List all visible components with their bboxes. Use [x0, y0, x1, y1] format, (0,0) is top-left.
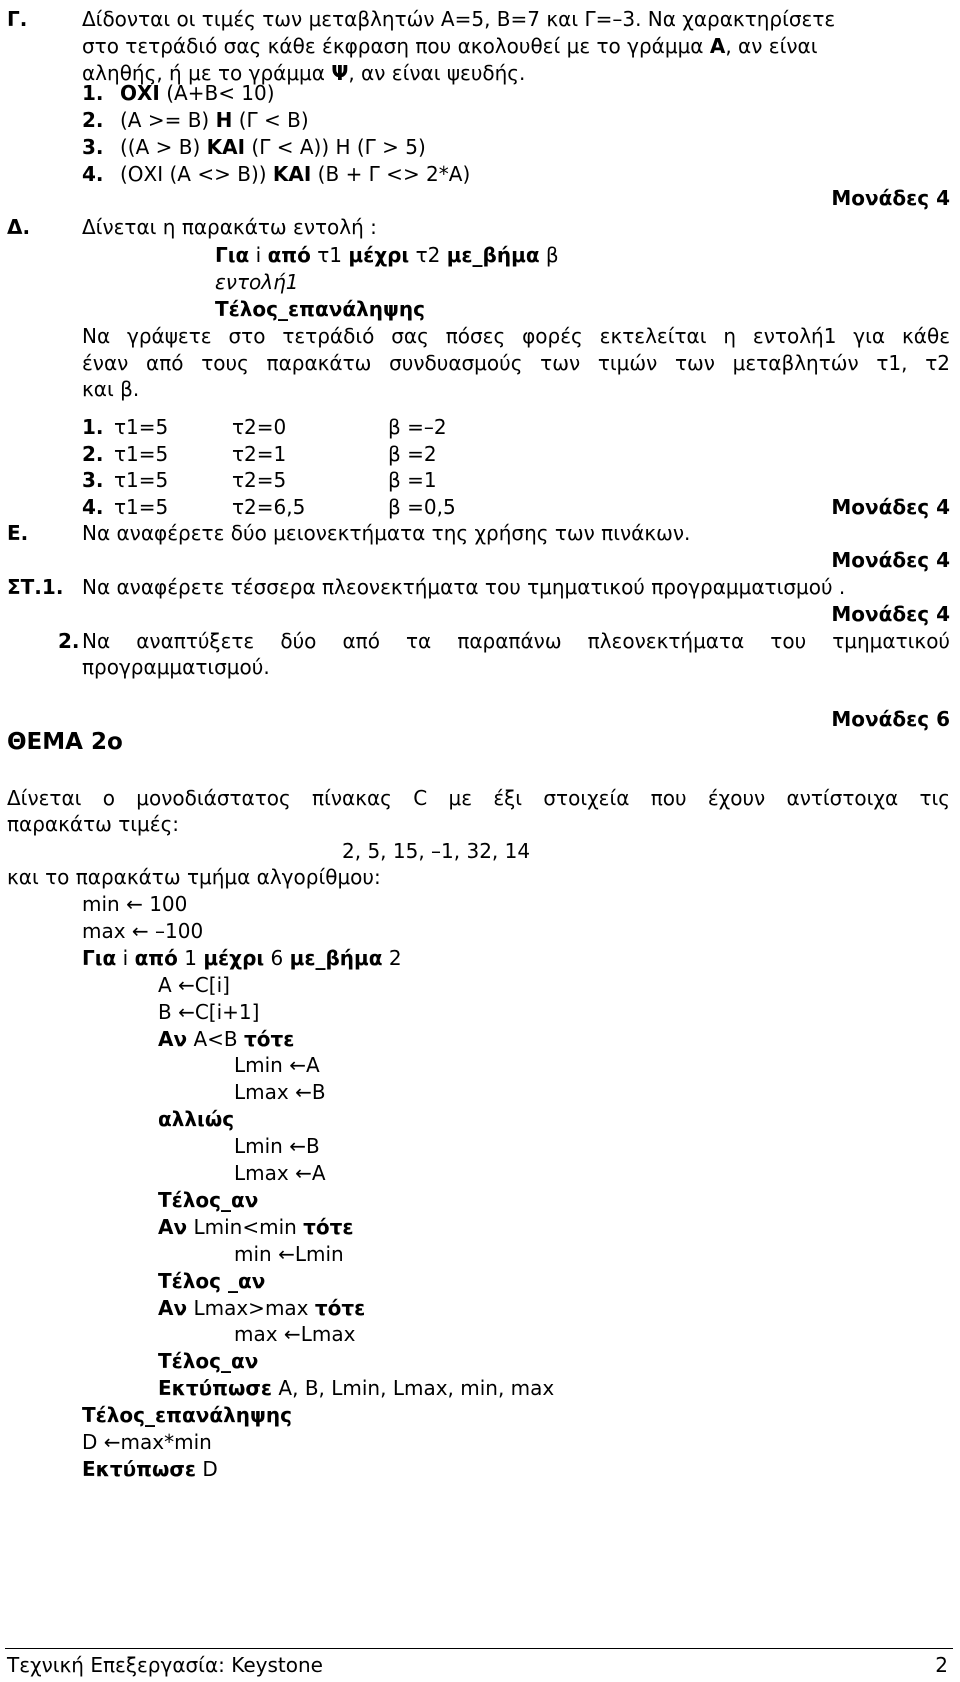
code-line [82, 1402, 292, 1428]
code-line [234, 1160, 326, 1186]
code-line [158, 1214, 354, 1240]
row-number: 4. [82, 494, 104, 519]
keyword: Εκτύπωσε [158, 1376, 273, 1401]
section-d-question-line1 [82, 323, 950, 349]
keyword: Τέλος_επανάληψης [82, 1403, 292, 1428]
row-t2: τ2=0 [232, 415, 287, 439]
row-step: β =2 [388, 441, 437, 466]
text-run: min ← 100 [82, 892, 188, 916]
text-run: max ← –100 [82, 918, 204, 943]
row-step: β =1 [388, 468, 437, 492]
row-number: 3. [82, 468, 104, 492]
keyword: με_βήμα [289, 945, 383, 970]
keyword: ΚΑΙ [272, 162, 312, 186]
row-t1: τ1=5 [114, 415, 169, 439]
section-g-line1: Δίδονται οι τιμές των μεταβλητών Α=5, Β=7 και Γ=–3. Να χαρακτηρίσετε [82, 7, 836, 31]
code-line [158, 1268, 265, 1294]
thema2-title: ΘΕΜΑ 2ο [7, 729, 123, 755]
item-number: 3. [82, 135, 104, 159]
footer-text: Τεχνική Επεξεργασία: Keystone [7, 1653, 323, 1677]
code-line [158, 1106, 234, 1132]
section-d-marks: Μονάδες 4 [831, 495, 950, 519]
keyword: Η [215, 108, 233, 132]
keyword: Για [82, 945, 117, 970]
section-st-text2a [82, 628, 950, 654]
text-run: min ←Lmin [234, 1241, 344, 1266]
text-run: (Α >= Β) [120, 108, 216, 132]
text-run: 1 [177, 945, 204, 970]
code-line [158, 1348, 258, 1374]
thema2-paragraph-line1 [7, 785, 950, 811]
text-run: τ2 [409, 243, 447, 267]
row-t1: τ1=5 [114, 494, 169, 519]
section-g-label: Γ. [7, 7, 28, 31]
keyword: από [134, 945, 178, 970]
footer-page-number: 2 [935, 1653, 948, 1677]
code-line [82, 891, 187, 917]
text-run: i [116, 945, 135, 970]
text-run: Lmin ←A [234, 1053, 320, 1078]
text-run-bold: Ψ [331, 61, 349, 85]
keyword: Αν [158, 1295, 188, 1320]
text-run: Lmax>max [187, 1295, 315, 1320]
expression [120, 107, 309, 133]
section-d-question-line3: και β. [82, 377, 140, 401]
section-d-loop-end: Τέλος_επανάληψης [215, 297, 425, 321]
justified-text: Δίνεται ο μονοδιάστατος πίνακας C με έξι στοιχεία που έχουν αντίστοιχα τις [7, 786, 950, 810]
justified-text: Να γράψετε στο τετράδιό σας πόσες φορές εκτελείται η εντολή1 για κάθε [82, 324, 950, 348]
section-st-label: ΣΤ.1. [7, 575, 64, 599]
text-run: αληθής, ή με το γράμμα [82, 61, 332, 85]
section-st-label2: 2. [58, 629, 80, 653]
text-run-bold: Α [709, 34, 726, 58]
keyword: αλλιώς [158, 1107, 235, 1132]
text-run: , αν είναι [725, 34, 818, 58]
keyword: Αν [158, 1026, 188, 1051]
text-run: (ΟΧΙ (Α <> Β)) [120, 162, 273, 186]
keyword: από [267, 243, 311, 267]
row-step: β =–2 [388, 415, 447, 439]
row-number: 2. [82, 441, 104, 466]
row-t2: τ2=1 [232, 441, 287, 466]
row-number: 1. [82, 415, 104, 439]
text-run: A, B, Lmin, Lmax, min, max [272, 1376, 555, 1401]
text-run: Lmin<min [187, 1214, 304, 1239]
section-e-marks: Μονάδες 4 [831, 548, 950, 572]
keyword: τότε [314, 1295, 366, 1320]
justified-text: έναν από τους παρακάτω συνδυασμούς των τιμών των μεταβλητών τ1, τ2 [82, 351, 950, 375]
section-d-question-line2 [82, 350, 950, 376]
section-st-marks2: Μονάδες 6 [831, 707, 950, 731]
keyword: Τέλος _αν [158, 1268, 266, 1293]
text-run: A<B [187, 1026, 244, 1051]
thema2-array-values: 2, 5, 15, –1, 32, 14 [342, 839, 531, 863]
keyword: μέχρι [348, 243, 410, 267]
text-run: β [539, 243, 559, 267]
section-st-text2b: προγραμματισμού. [82, 655, 270, 679]
text-run: B ←C[i+1] [158, 999, 260, 1024]
text-run: Lmax ←B [234, 1080, 326, 1105]
code-line [82, 918, 203, 944]
keyword: τότε [243, 1026, 295, 1051]
keyword: Εκτύπωσε [82, 1456, 197, 1481]
section-d-loop-header [215, 242, 559, 268]
section-st-text1: Να αναφέρετε τέσσερα πλεονεκτήματα του τμηματικού προγραμματισμού . [82, 575, 846, 599]
row-t1: τ1=5 [114, 468, 169, 492]
code-line [158, 1295, 365, 1321]
text-run: (Γ < Α)) Η (Γ > 5) [245, 135, 426, 159]
code-line [82, 945, 402, 971]
text-run: D [196, 1456, 218, 1481]
text-run: Lmax ←A [234, 1161, 326, 1185]
code-line [158, 1187, 258, 1213]
text-run: (Γ < Β) [232, 108, 309, 132]
section-d-label: Δ. [7, 215, 31, 239]
code-line [82, 1429, 212, 1455]
text-run: (Β + Γ <> 2*Α) [311, 162, 471, 186]
code-line [234, 1321, 355, 1347]
text-run: 6 [264, 945, 290, 970]
keyword: με_βήμα [446, 243, 540, 267]
code-line [82, 1456, 218, 1482]
code-line [158, 972, 230, 998]
text-run: A ←C[i] [158, 972, 230, 997]
section-d-intro: Δίνεται η παρακάτω εντολή : [82, 215, 377, 239]
item-number: 2. [82, 108, 104, 132]
text-run: 2 [382, 945, 402, 970]
text-run: max ←Lmax [234, 1322, 356, 1347]
expression [120, 80, 275, 106]
code-line [158, 1026, 294, 1052]
section-g-marks: Μονάδες 4 [831, 186, 950, 210]
code-line [234, 1079, 326, 1105]
text-run: , αν είναι ψευδής. [348, 61, 526, 85]
section-g-line2 [82, 33, 817, 59]
text-run: i [249, 243, 268, 267]
section-d-loop-body: εντολή1 [215, 270, 299, 294]
text-run: (Α+Β< 10) [159, 81, 275, 105]
justified-text: Να αναπτύξετε δύο από τα παραπάνω πλεονεκτήματα του τμηματικού [82, 629, 950, 653]
section-e-text: Να αναφέρετε δύο μειονεκτήματα της χρήσης των πινάκων. [82, 521, 691, 545]
text-run: τ1 [310, 243, 349, 267]
keyword: ΟΧΙ [120, 81, 160, 105]
code-line [234, 1241, 344, 1267]
text-run: ((Α > Β) [120, 135, 207, 159]
expression [120, 161, 470, 187]
thema2-paragraph-line3: και το παρακάτω τμήμα αλγορίθμου: [7, 865, 381, 889]
keyword: Για [215, 243, 250, 267]
keyword: τότε [303, 1214, 354, 1239]
item-number: 1. [82, 81, 104, 105]
keyword: Αν [158, 1214, 188, 1239]
code-line [158, 999, 259, 1025]
code-line [234, 1133, 320, 1159]
section-st-marks1: Μονάδες 4 [831, 602, 950, 626]
row-t2: τ2=6,5 [232, 494, 306, 519]
code-line [234, 1052, 320, 1078]
row-t2: τ2=5 [232, 468, 287, 492]
section-e-label: Ε. [7, 521, 29, 545]
expression [120, 134, 426, 160]
text-run: Lmin ←B [234, 1134, 320, 1159]
thema2-paragraph-line2: παρακάτω τιμές: [7, 812, 180, 836]
keyword: ΚΑΙ [206, 135, 246, 159]
keyword: μέχρι [203, 945, 265, 970]
text-run: στο τετράδιό σας κάθε έκφραση που ακολουθεί με το γράμμα [82, 34, 710, 58]
code-line [158, 1375, 554, 1401]
keyword: Τέλος_αν [158, 1187, 259, 1212]
footer-divider [5, 1648, 953, 1649]
text-run: D ←max*min [82, 1430, 212, 1454]
row-step: β =0,5 [388, 494, 456, 519]
item-number: 4. [82, 162, 104, 186]
row-t1: τ1=5 [114, 441, 169, 466]
keyword: Τέλος_αν [158, 1349, 259, 1374]
